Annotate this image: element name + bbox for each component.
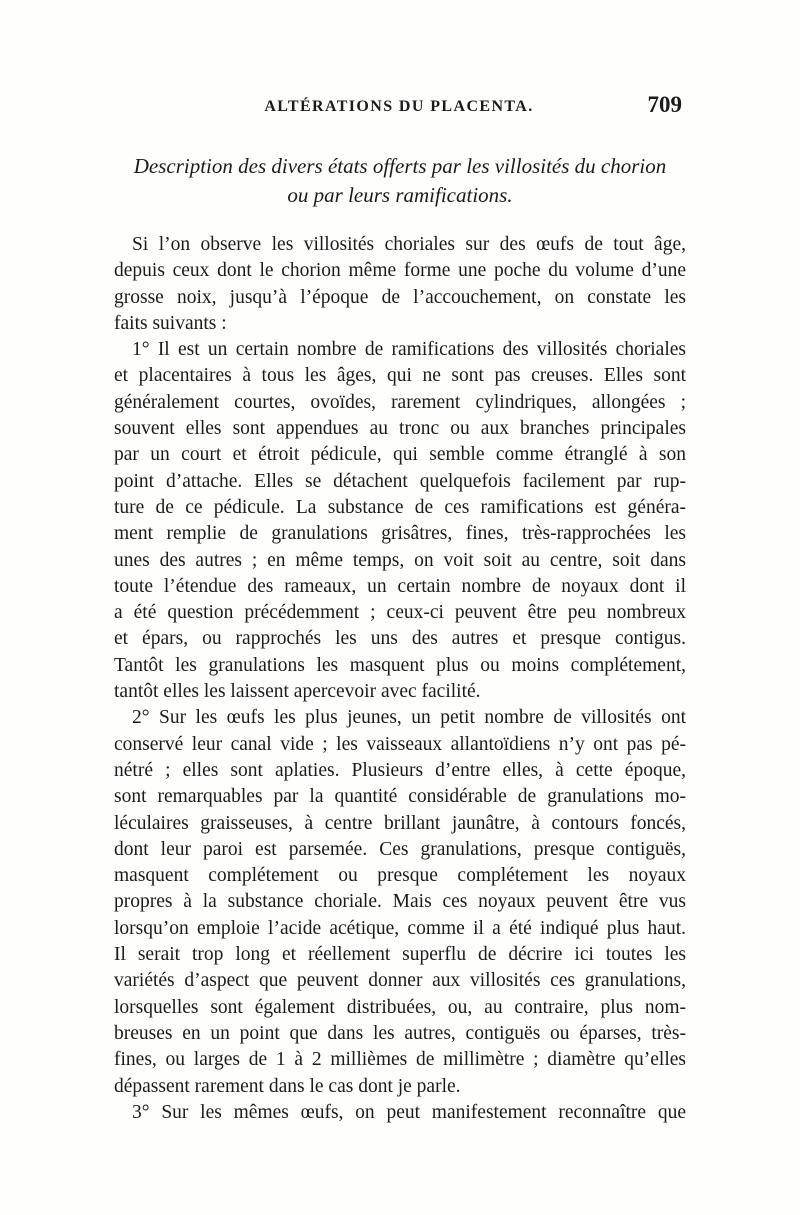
running-header [112,94,686,124]
text-line: conservé leur canal vide ; les vaisseaux allantoïdiens n’y ont pas pé- [114,733,686,755]
text-line: 1° Il est un certain nombre de ramifications des villosités choriales [132,339,686,361]
text-line: lorsquelles sont également distribuées, ou, au contraire, plus nom- [114,996,686,1018]
text-line: Tantôt les granulations les masquent plus ou moins complétement, [114,654,686,676]
text-line: nétré ; elles sont aplaties. Plusieurs d’entre elles, à cette époque, [114,759,686,781]
text-line: 3° Sur les mêmes œufs, on peut manifestement reconnaître que [132,1101,686,1123]
text-line: toute l’étendue des rameaux, un certain nombre de noyaux dont il [114,575,686,597]
text-line: ment remplie de granulations grisâtres, fines, très-rapprochées les [114,523,686,545]
text-line: fines, ou larges de 1 à 2 millièmes de millimètre ; diamètre qu’elles [114,1049,686,1071]
text-line: Si l’on observe les villosités choriales sur des œufs de tout âge, [132,234,686,255]
text-line: point d’attache. Elles se détachent quelquefois facilement par rup- [114,470,686,492]
text-line: et épars, ou rapprochés les uns des autres et presque contigus. [114,628,686,650]
text-line: masquent complétement ou presque complétement les noyaux [114,865,686,887]
text-line: 2° Sur les œufs les plus jeunes, un petit nombre de villosités ont [132,707,686,729]
text-line: léculaires graisseuses, à centre brillant jaunâtre, à contours foncés, [114,812,686,834]
body-text [114,232,686,1126]
text-line: breuses en un point que dans les autres, contiguës ou éparses, très- [114,1022,686,1044]
text-line: par un court et étroit pédicule, qui semble comme étranglé à son [114,444,686,466]
text-line: dépassent rarement dans le cas dont je parle. [114,1075,461,1097]
text-line: faits suivants : [114,312,227,334]
text-line: souvent elles sont appendues au tronc ou aux branches principales [114,418,686,440]
text-line: généralement courtes, ovoïdes, rarement cylindriques, allongées ; [114,391,686,413]
text-line: ture de ce pédicule. La substance de ces ramifications est généra- [114,496,686,518]
text-line: depuis ceux dont le chorion même forme une poche du volume d’une [114,260,686,282]
text-line: et placentaires à tous les âges, qui ne sont pas creuses. Elles sont [114,365,686,387]
text-line: a été question précédemment ; ceux-ci peuvent être peu nombreux [114,602,686,624]
running-title: ALTÉRATIONS DU PLACENTA. [264,98,534,115]
text-line: propres à la substance choriale. Mais ces noyaux peuvent être vus [114,891,686,913]
text-line: grosse noix, jusqu’à l’époque de l’accouchement, on constate les [114,286,686,308]
text-line: lorsqu’on emploie l’acide acétique, comme il a été indiqué plus haut. [114,917,686,939]
text-line: dont leur paroi est parsemée. Ces granulations, presque contiguës, [114,838,686,860]
text-line: variétés d’aspect que peuvent donner aux villosités ces granulations, [114,970,686,992]
text-line: unes des autres ; en même temps, on voit soit au centre, soit dans [114,549,686,571]
section-heading-line: Description des divers états offerts par les villosités du chorion [133,154,667,178]
text-line: tantôt elles les laissent apercevoir avec facilité. [114,681,481,703]
text-line: sont remarquables par la quantité considérable de granulations mo- [114,786,686,808]
text-line: Il serait trop long et réellement superflu de décrire ici toutes les [114,944,686,966]
page-number: 709 [647,92,682,117]
section-heading [104,152,696,210]
section-heading-line: ou par leurs ramifications. [287,183,513,207]
